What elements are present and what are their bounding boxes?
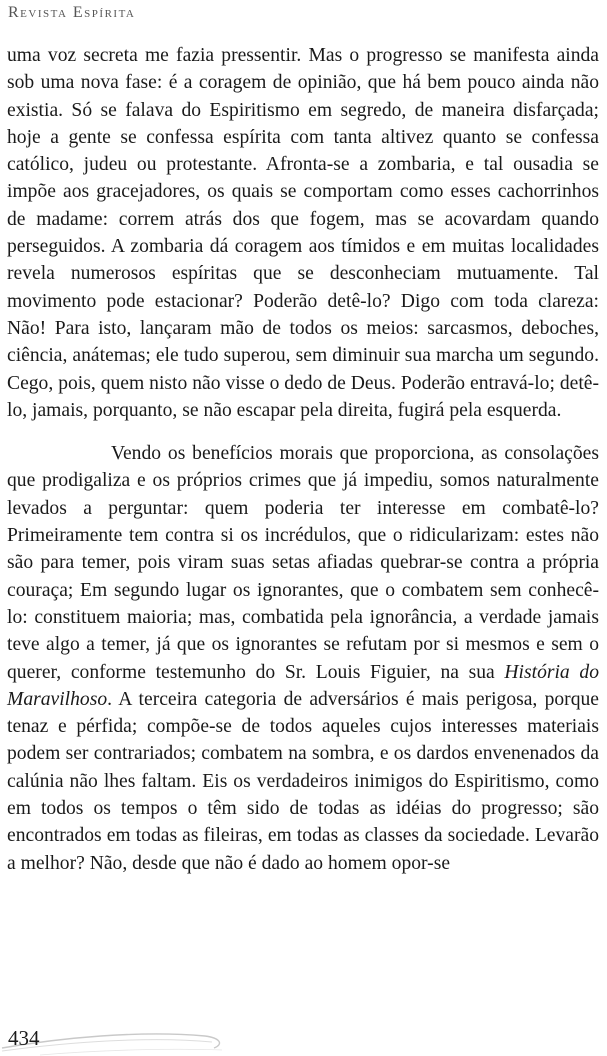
paragraph-2-text-end: . A terceira categoria de adversários é mais perigosa, porque tenaz e pérfida; compõe-se de todos aqueles cujos interesses materiais podem ser contrariados; combatem na sombra, e os dardos envenenados da calúnia não lhes faltam. Eis os verdadeiros inimigos do Espiritismo, como em todos os tempos o têm sido de todas as idéias do progresso; são encontrados em todas as fileiras, em todas as classes da sociedade. Levarão a melhor? Não, desde que não é dado ao homem opor-se [7,688,599,874]
paragraph-2-text-start: Vendo os benefícios morais que proporciona, as consolações que prodigaliza e os próprios crimes que já impediu, somos naturalmente levados a perguntar: quem poderia ter interesse em combatê-lo? Primeiramente tem contra si os incrédulos, que o ridicularizam: estes não são para temer, pois viram suas setas afiadas quebrar-se contra a própria couraça; Em segundo lugar os ignorantes, que o combatem sem conhecê-lo: constituem maioria; mas, combatida pela ignorância, a verdade jamais teve algo a temer, já que os ignorantes se refutam por si mesmos e sem o querer, conforme testemunho do Sr. Louis Figuier, na sua [7,443,599,683]
book-title: História do Maravilhoso [7,661,599,710]
paragraph-1: uma voz secreta me fazia pressentir. Mas o progresso se manifesta ainda sob uma nova fase: é a coragem de opinião, que há bem pouco ainda não existia. Só se falava do Espiritismo em segredo, de maneira disfarçada; hoje a gente se confessa espírita com tanta altivez quanto se confessa católico, judeu ou protestante. Afronta-se a zombaria, e tal ousadia se impõe aos gracejadores, os quais se comportam como esses cachorrinhos de madame: correm atrás dos que fogem, mas se acovardam quando perseguidos. A zombaria dá coragem aos tímidos e em muitas localidades revela numerosos espíritas que se desconheciam mutuamente. Tal movimento pode estacionar? Poderão detê-lo? Digo com toda clareza: Não! Para isto, lançaram mão de todos os meios: sarcasmos, deboches, ciência, anátemas; ele tudo superou, sem diminuir sua marcha um segundo. Cego, pois, quem nisto não visse o dedo de Deus. Poderão entravá-lo; detê-lo, jamais, porquanto, se não escapar pela direita, fugirá pela esquerda. [7,45,599,421]
running-header: Revista Espírita [8,4,136,21]
page-body [7,42,599,877]
page-number: 434 [8,1026,40,1050]
paragraph-2 [7,440,599,877]
